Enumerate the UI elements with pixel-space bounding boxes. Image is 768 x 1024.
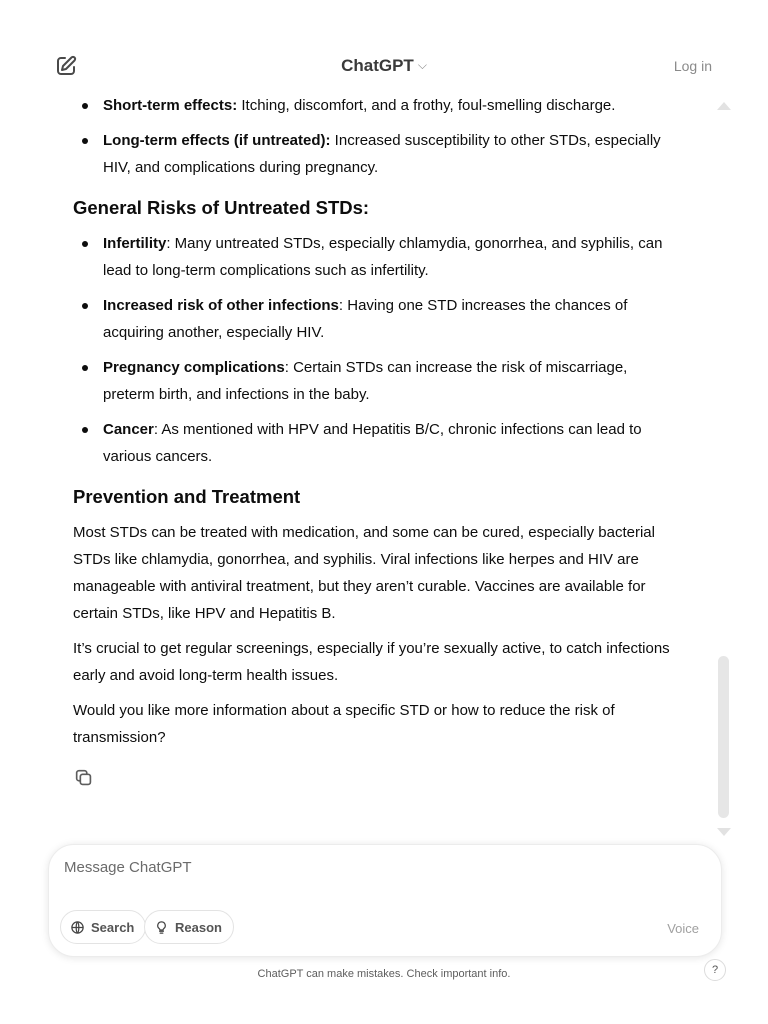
item-text: Itching, discomfort, and a frothy, foul-smelling discharge.: [237, 97, 616, 114]
copy-icon[interactable]: [73, 767, 95, 789]
voice-button[interactable]: Voice: [667, 921, 699, 936]
login-button[interactable]: Log in: [673, 58, 712, 74]
item-text: : Having one STD increases the chances of acquiring another, especially HIV.: [103, 297, 628, 341]
paragraph: Would you like more information about a specific STD or how to reduce the risk of transmission?: [73, 702, 615, 746]
top-header: [0, 0, 768, 104]
risks-list: [73, 230, 677, 470]
model-name: ChatGPT: [341, 56, 414, 75]
disclaimer-text: ChatGPT can make mistakes. Check important info.: [257, 968, 511, 980]
reason-label: Reason: [175, 919, 222, 935]
globe-icon: [70, 920, 85, 935]
scroll-down-arrow[interactable]: [717, 828, 731, 836]
list-item: [73, 127, 677, 181]
item-term: Cancer: [103, 421, 154, 438]
item-text: : Certain STDs can increase the risk of miscarriage, preterm birth, and infections in the baby.: [103, 359, 628, 403]
lightbulb-icon: [154, 920, 169, 935]
chevron-down-icon: ⌵: [417, 58, 427, 72]
section-heading: Prevention and Treatment: [73, 486, 301, 507]
item-term: Long-term effects (if untreated):: [103, 132, 331, 149]
item-text: : As mentioned with HPV and Hepatitis B/C, chronic infections can lead to various cancers.: [103, 421, 642, 465]
item-term: Increased risk of other infections: [103, 297, 339, 314]
search-label: Search: [91, 919, 135, 935]
search-button[interactable]: [60, 910, 146, 944]
list-item: [73, 416, 677, 470]
list-item: [73, 92, 677, 119]
scrollbar-thumb[interactable]: [718, 656, 729, 818]
model-switcher[interactable]: [0, 56, 768, 76]
item-term: Short-term effects:: [103, 97, 238, 114]
list-item: [73, 354, 677, 408]
item-text: Increased susceptibility to other STDs, especially HIV, and complications during pregnancy.: [103, 132, 661, 176]
message-input[interactable]: Message ChatGPT: [64, 859, 192, 876]
list-item: [73, 292, 677, 346]
item-text: : Many untreated STDs, especially chlamydia, gonorrhea, and syphilis, can lead to long-term complications such as infertility.: [103, 235, 663, 279]
paragraph: Most STDs can be treated with medication, and some can be cured, especially bacterial STDs like chlamydia, gonorrhea, and syphilis. Viral infections like herpes and HIV are manageable with antiviral treatment, but they aren’t curable. Vaccines are available for certain STDs, like HPV and Hepatitis B.: [73, 524, 655, 622]
list-item: [73, 230, 677, 284]
effects-list: [73, 92, 677, 181]
section-heading: General Risks of Untreated STDs:: [73, 197, 370, 218]
help-button[interactable]: ?: [704, 959, 726, 981]
paragraph: It’s crucial to get regular screenings, especially if you’re sexually active, to catch infections early and avoid long-term health issues.: [73, 640, 670, 684]
item-term: Pregnancy complications: [103, 359, 285, 376]
reason-button[interactable]: [144, 910, 234, 944]
message-composer: [48, 844, 722, 957]
assistant-message: [73, 92, 677, 798]
item-term: Infertility: [103, 235, 167, 252]
scroll-up-arrow[interactable]: [717, 102, 731, 110]
